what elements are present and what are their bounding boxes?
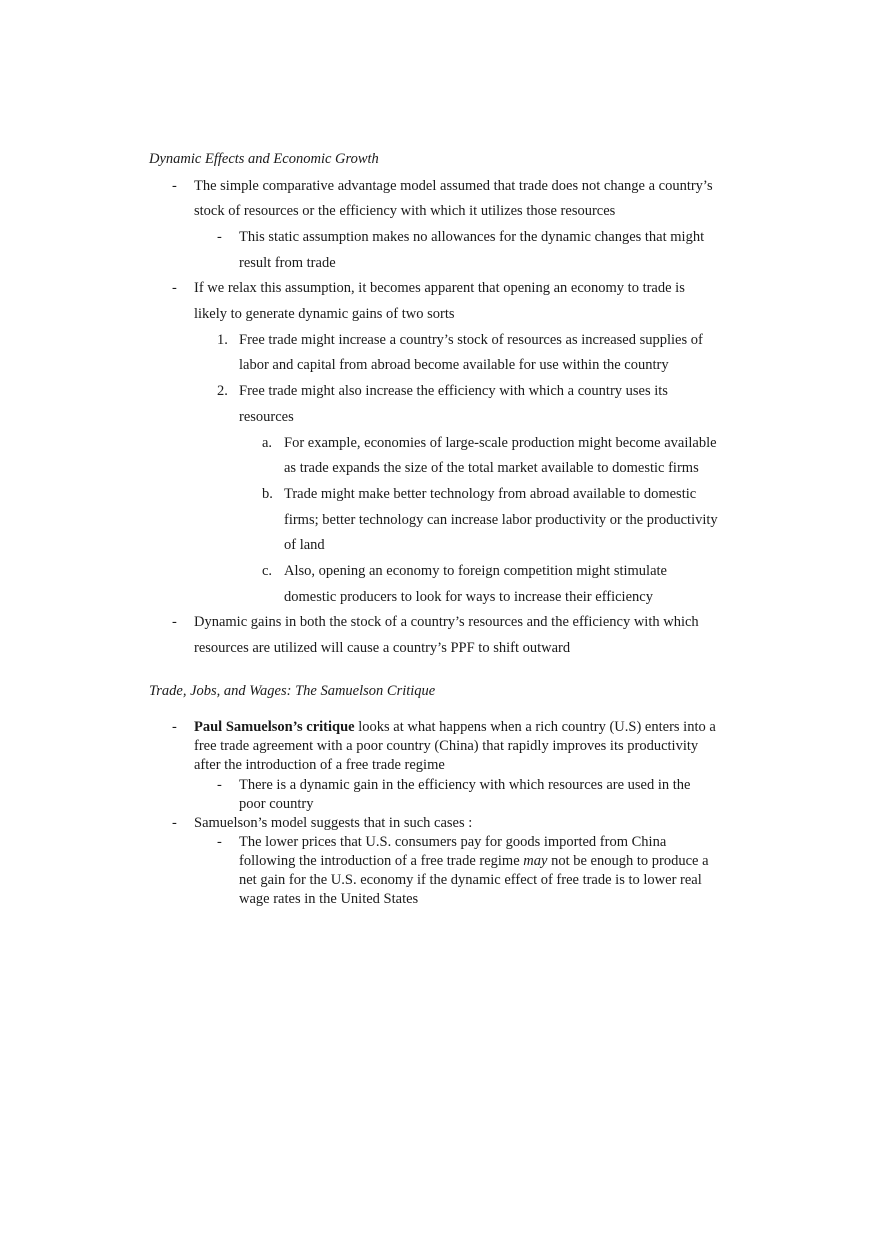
samuelson-sub-bullet-2-line-4: wage rates in the United States	[239, 891, 419, 907]
samuelson-bullet-2-line-1: Samuelson’s model suggests that in such cases :	[194, 815, 473, 831]
lettered-item-c-line-1: Also, opening an economy to foreign competition might stimulate	[284, 563, 667, 579]
bullet-3-line-2: resources are utilized will cause a country’s PPF to shift outward	[194, 640, 571, 656]
section-heading-dynamic-effects: Dynamic Effects and Economic Growth	[149, 151, 379, 167]
numbered-item-2-line-2: resources	[239, 409, 294, 425]
lettered-item-a-line-2: as trade expands the size of the total market available to domestic firms	[284, 460, 699, 476]
samuelson-critique-bold: Paul Samuelson’s critique	[194, 719, 355, 735]
numbered-marker-1: 1.	[217, 332, 228, 348]
numbered-item-1-line-1: Free trade might increase a country’s stock of resources as increased supplies of	[239, 332, 703, 348]
lettered-item-b-line-3: of land	[284, 537, 325, 553]
samuelson-bullet-1-line-1	[194, 718, 716, 736]
samuelson-sub-bullet-2-line-2	[239, 852, 709, 870]
numbered-marker-2: 2.	[217, 383, 228, 399]
samuelson-bullet-1-line-3: after the introduction of a free trade regime	[194, 757, 445, 773]
bullet-2-line-2: likely to generate dynamic gains of two sorts	[194, 306, 455, 322]
text-run: not be enough to produce a	[547, 853, 709, 869]
samuelson-sub-bullet-1-line-1: There is a dynamic gain in the efficiency with which resources are used in the	[239, 777, 691, 793]
bullet-3-line-1: Dynamic gains in both the stock of a country’s resources and the efficiency with which	[194, 614, 699, 630]
lettered-item-a-line-1: For example, economies of large-scale production might become available	[284, 435, 717, 451]
bullet-dash: -	[172, 614, 177, 630]
bullet-1-line-2: stock of resources or the efficiency with which it utilizes those resources	[194, 203, 616, 219]
samuelson-sub-bullet-2-line-1: The lower prices that U.S. consumers pay for goods imported from China	[239, 834, 667, 850]
samuelson-bullet-1-text: looks at what happens when a rich country (U.S) enters into a	[354, 719, 716, 735]
bullet-dash: -	[172, 178, 177, 194]
lettered-item-b-line-2: firms; better technology can increase labor productivity or the productivity	[284, 512, 718, 528]
text-run: following the introduction of a free trade regime	[239, 853, 524, 869]
numbered-item-1-line-2: labor and capital from abroad become available for use within the country	[239, 357, 669, 373]
section-heading-samuelson-critique: Trade, Jobs, and Wages: The Samuelson Critique	[149, 683, 436, 699]
bullet-1-line-1: The simple comparative advantage model assumed that trade does not change a country’s	[194, 178, 713, 194]
lettered-marker-c: c.	[262, 563, 273, 579]
lettered-marker-b: b.	[262, 486, 273, 502]
samuelson-sub-bullet-2-line-3: net gain for the U.S. economy if the dynamic effect of free trade is to lower real	[239, 872, 702, 888]
emphasis-may: may	[523, 853, 548, 869]
bullet-dash: -	[172, 815, 177, 831]
samuelson-sub-bullet-1-line-2: poor country	[239, 796, 314, 812]
samuelson-bullet-1-line-2: free trade agreement with a poor country (China) that rapidly improves its productivity	[194, 738, 699, 754]
bullet-dash: -	[172, 719, 177, 735]
bullet-dash: -	[217, 777, 222, 793]
sub-bullet-1a-line-2: result from trade	[239, 255, 336, 271]
bullet-dash: -	[172, 280, 177, 296]
lettered-item-b-line-1: Trade might make better technology from abroad available to domestic	[284, 486, 697, 502]
bullet-dash: -	[217, 834, 222, 850]
lettered-marker-a: a.	[262, 435, 273, 451]
sub-bullet-1a-line-1: This static assumption makes no allowances for the dynamic changes that might	[239, 229, 705, 245]
numbered-item-2-line-1: Free trade might also increase the efficiency with which a country uses its	[239, 383, 668, 399]
bullet-dash: -	[217, 229, 222, 245]
bullet-2-line-1: If we relax this assumption, it becomes apparent that opening an economy to trade is	[194, 280, 685, 296]
lettered-item-c-line-2: domestic producers to look for ways to increase their efficiency	[284, 589, 653, 605]
